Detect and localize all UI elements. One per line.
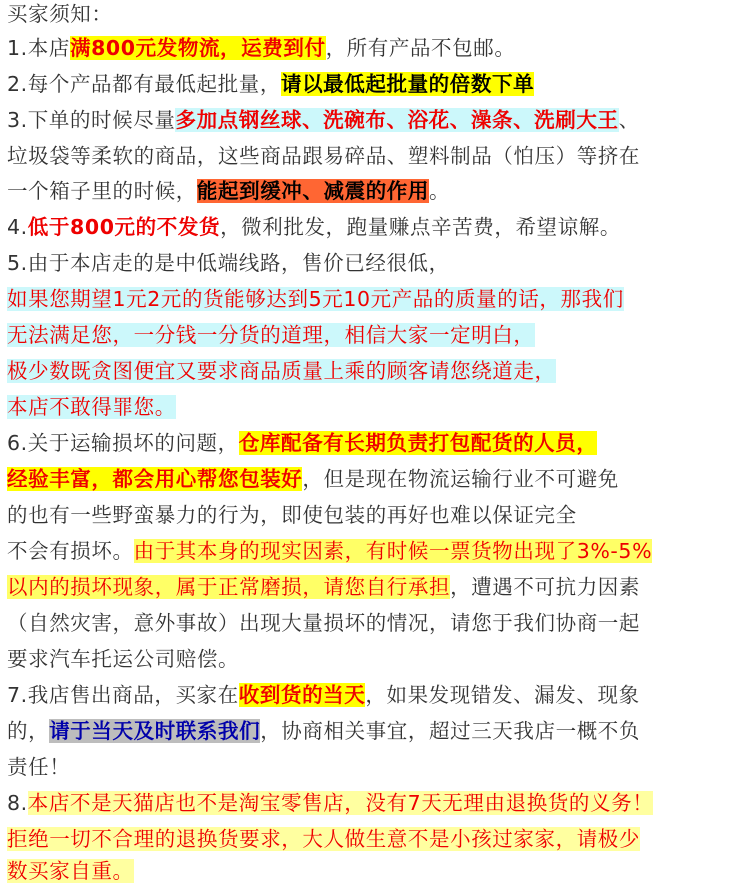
item-5-line-3 — [7, 321, 535, 349]
item6-wear-highlight: 以内的损坏现象，属于正常磨损，请您自行承担 — [7, 575, 451, 599]
item-5-line-5 — [7, 393, 176, 421]
item-7-line-1 — [7, 681, 640, 709]
item1-highlight: 满800元发物流，运费到付 — [69, 36, 326, 60]
item4-suffix: ，微利批发，跑量赚点辛苦费，希望谅解。 — [220, 215, 621, 239]
item-6-line-5 — [7, 573, 640, 601]
item6-line2-suffix: ，但是现在物流运输行业不可避免 — [302, 467, 619, 491]
item8-line1-highlight: 本店不是天猫店也不是淘宝零售店，没有7天无理由退换货的义务！ — [27, 791, 654, 815]
item8-line2-text: 拒绝一切不合理的退换货要求，大人做生意不是小孩过家家，请极少 — [7, 827, 640, 851]
item-8-line-3 — [7, 857, 134, 885]
item-6-line-3 — [7, 501, 577, 529]
item5-line3-text: 无法满足您，一分钱一分货的道理，相信大家一定明白， — [7, 323, 535, 347]
item-6-line-2 — [7, 465, 619, 493]
item3-line2-text: 垃圾袋等柔软的商品，这些商品跟易碎品、塑料制品（怕压）等挤在 — [7, 144, 640, 168]
item6-experience-highlight: 经验丰富，都会用心帮您包装好 — [7, 467, 303, 491]
item-3-line-1 — [7, 106, 640, 134]
item6-line6-text: （自然灾害，意外事故）出现大量损坏的情况，请您于我们协商一起 — [7, 611, 640, 635]
item6-line4-prefix: 不会有损坏。 — [7, 539, 134, 563]
item8-prefix: 8. — [7, 791, 28, 815]
notice-intro — [7, 0, 113, 28]
item6-line1-prefix: 6.关于运输损坏的问题， — [7, 431, 239, 455]
item-1 — [7, 34, 515, 62]
item6-warehouse-highlight: 仓库配备有长期负责打包配货的人员， — [238, 431, 598, 455]
item7-line1-prefix: 7.我店售出商品，买家在 — [7, 683, 239, 707]
item3-highlight: 多加点钢丝球、洗碗布、浴花、澡条、洗刷大王 — [175, 108, 619, 132]
item-7-line-3 — [7, 753, 70, 781]
item7-contact-highlight: 请于当天及时联系我们 — [49, 719, 261, 743]
item-6-line-7 — [7, 645, 239, 673]
item2-highlight: 请以最低起批量的倍数下单 — [280, 72, 535, 96]
item-8-line-1 — [7, 789, 653, 817]
item-3-line-3 — [7, 177, 450, 205]
item3-line3-prefix: 一个箱子里的时候， — [7, 179, 197, 203]
item-6-line-4 — [7, 537, 652, 565]
item6-damage-highlight: 由于其本身的现实因素，有时候一票货物出现了3%-5% — [133, 539, 653, 563]
item3-prefix: 3.下单的时候尽量 — [7, 108, 176, 132]
item4-prefix: 4. — [7, 215, 28, 239]
item3-cushion-highlight: 能起到缓冲、减震的作用 — [196, 179, 430, 203]
item5-line4-text: 极少数既贪图便宜又要求商品质量上乘的顾客请您绕道走， — [7, 359, 556, 383]
item7-line3-text: 责任！ — [7, 755, 71, 779]
item7-line1-suffix: ，如果发现错发、漏发、现象 — [365, 683, 640, 707]
item8-line3-text: 数买家自重。 — [7, 859, 134, 883]
item-6-line-6 — [7, 609, 640, 637]
item-5-line-2 — [7, 285, 624, 313]
item5-line5-text: 本店不敢得罪您。 — [7, 395, 176, 419]
item-7-line-2 — [7, 717, 640, 745]
intro-text: 买家须知： — [7, 2, 113, 26]
item6-line5-suffix: ，遭遇不可抗力因素 — [450, 575, 641, 599]
item6-line3-text: 的也有一些野蛮暴力的行为，即使包装的再好也难以保证完全 — [7, 503, 577, 527]
item-5-line-1 — [7, 249, 450, 277]
item-4 — [7, 213, 621, 241]
item5-line2-text: 如果您期望1元2元的货能够达到5元10元产品的质量的话，那我们 — [7, 287, 624, 311]
item-5-line-4 — [7, 357, 556, 385]
item7-same-day-highlight: 收到货的当天 — [238, 683, 366, 707]
item7-line2-suffix: ，协商相关事宜，超过三天我店一概不负 — [260, 719, 641, 743]
item2-prefix: 2.每个产品都有最低起批量， — [7, 72, 281, 96]
item-6-line-1 — [7, 429, 597, 457]
item5-line1-text: 5.由于本店走的是中低端线路，售价已经很低， — [7, 251, 450, 275]
item-2 — [7, 70, 534, 98]
item1-suffix: ，所有产品不包邮。 — [325, 36, 516, 60]
item4-highlight: 低于800元的不发货 — [27, 215, 221, 239]
item7-line2-prefix: 的， — [7, 719, 50, 743]
item-3-line-2 — [7, 142, 640, 170]
item3-comma: 、 — [618, 108, 640, 132]
item3-period: 。 — [429, 179, 451, 203]
item-8-line-2 — [7, 825, 640, 853]
item6-line7-text: 要求汽车托运公司赔偿。 — [7, 647, 240, 671]
item1-prefix: 1.本店 — [7, 36, 70, 60]
